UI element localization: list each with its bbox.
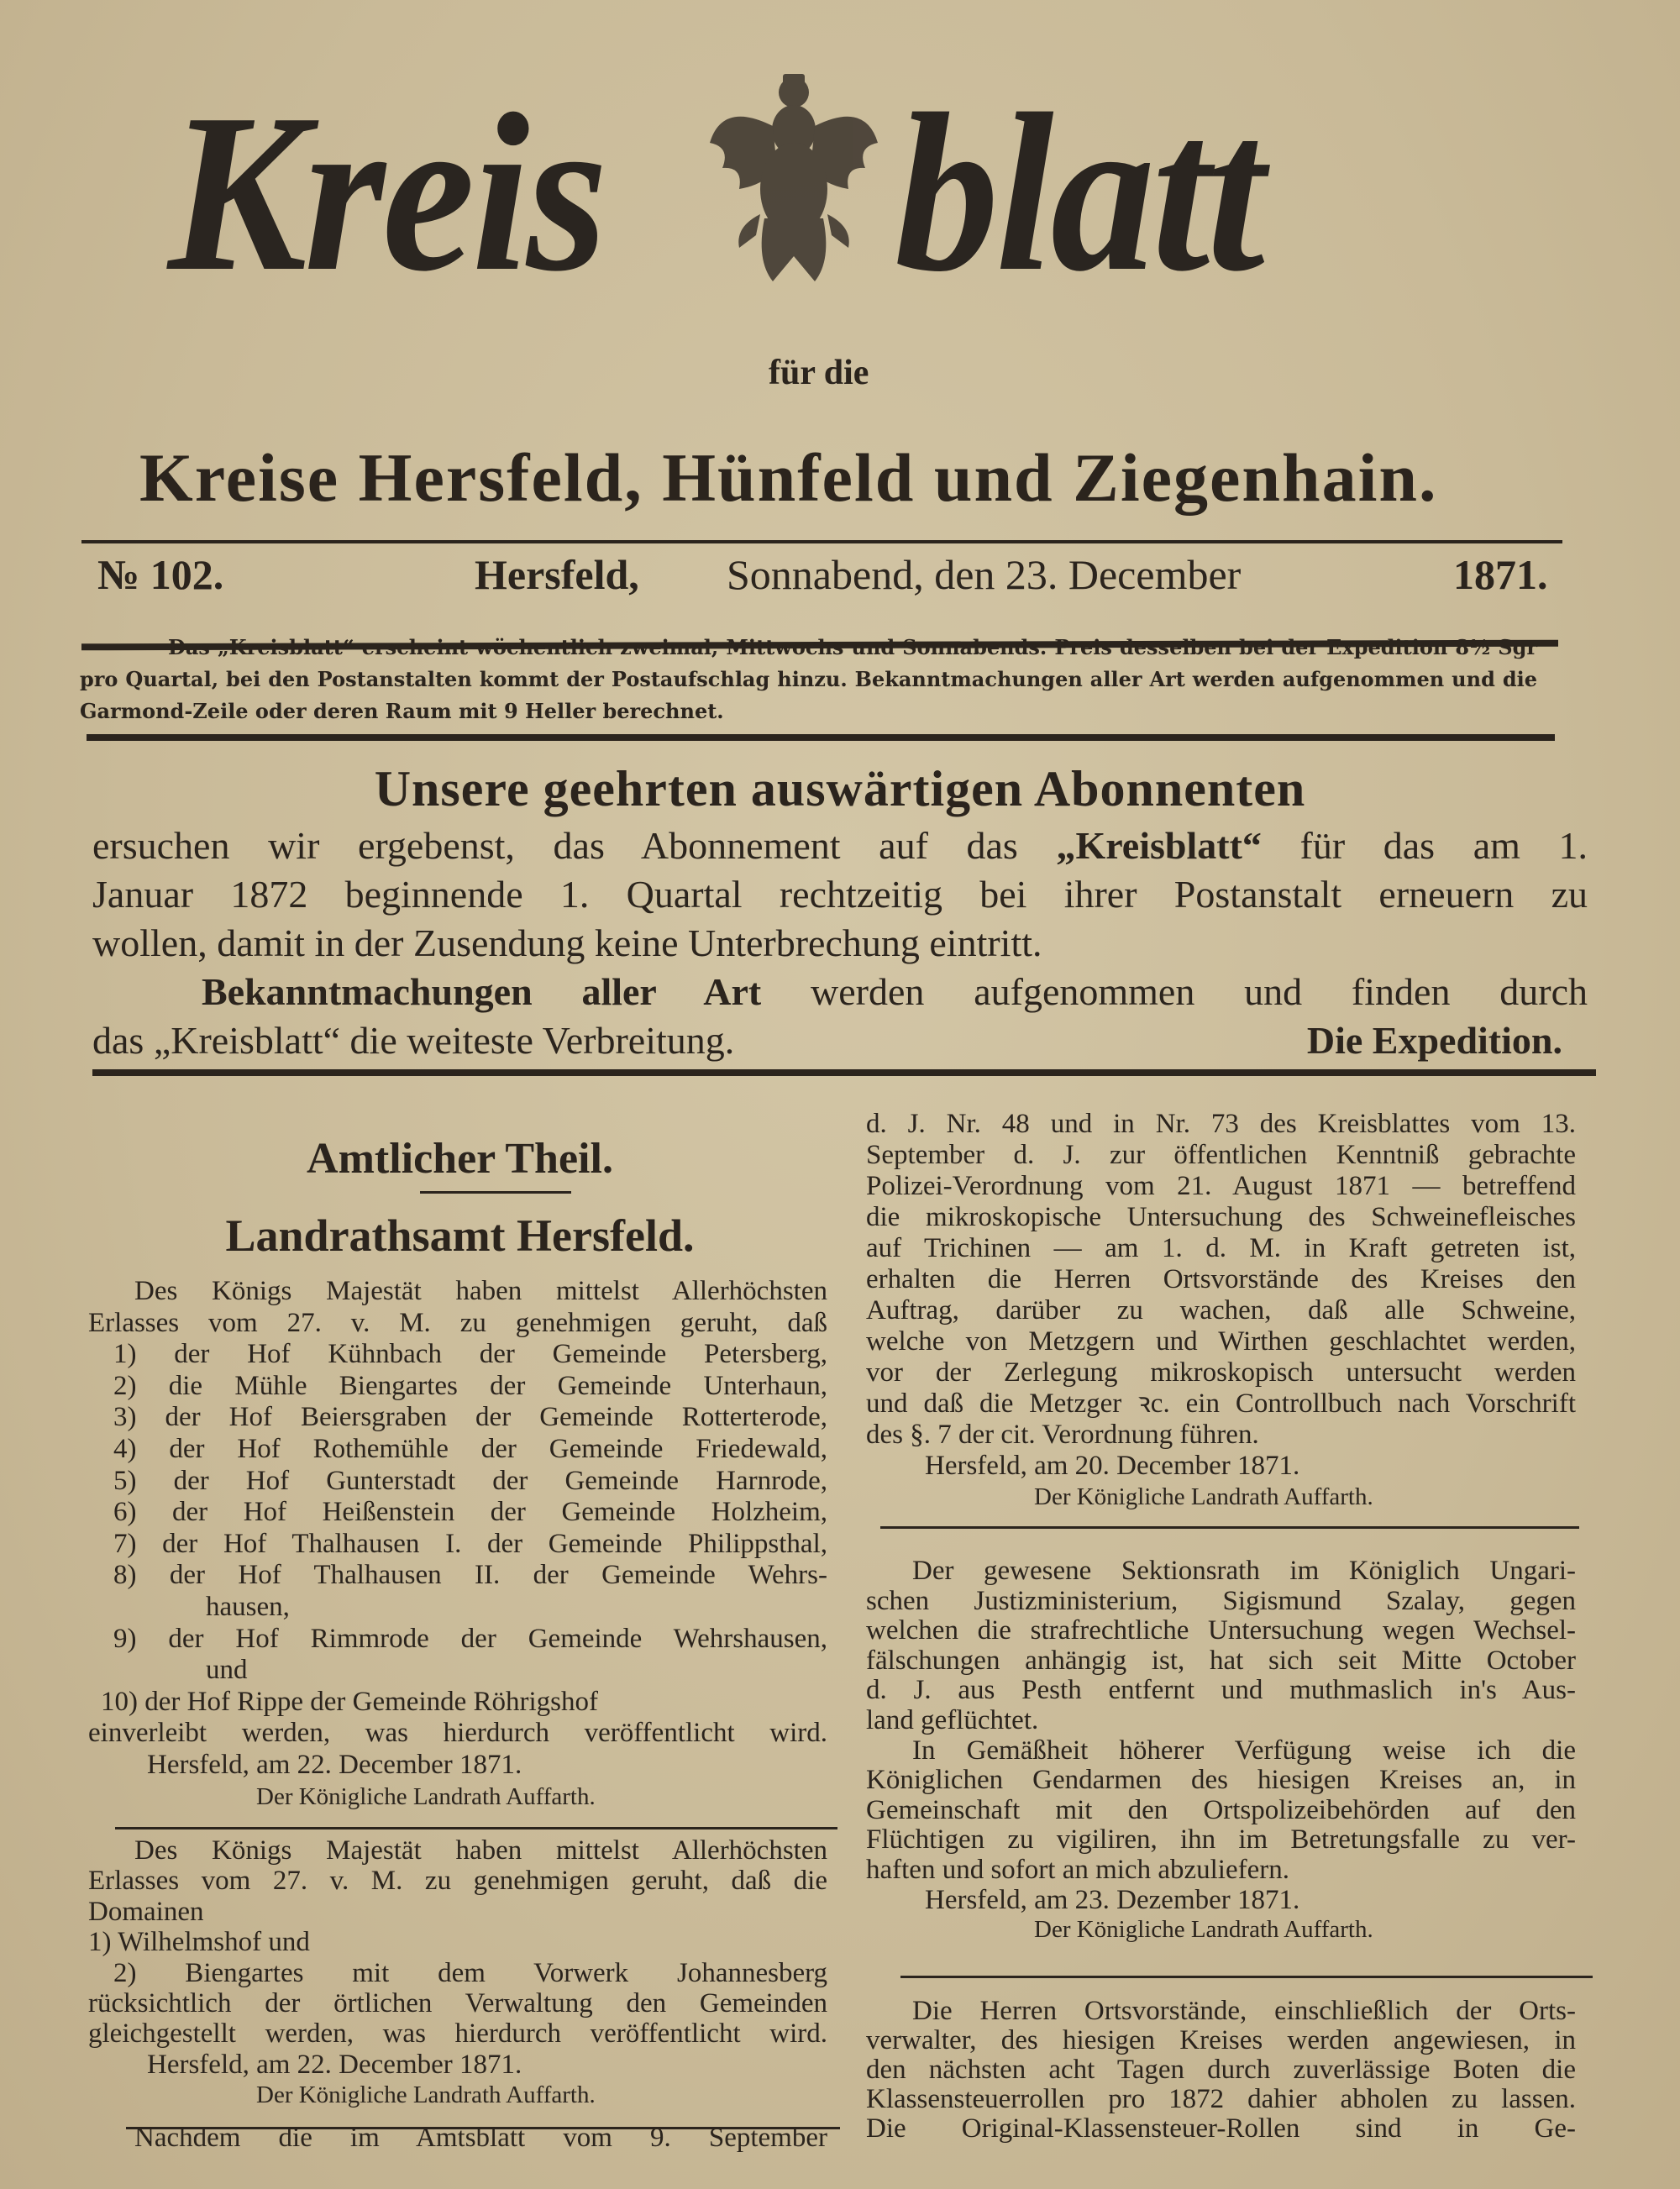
divider	[880, 1526, 1579, 1529]
signature-line: Der Königliche Landrath Auffarth.	[256, 2081, 596, 2109]
text-line: 2) die Mühle Biengartes der Gemeinde Unterhaun,	[113, 1370, 827, 1401]
dateline-year: 1871.	[1453, 551, 1548, 598]
dateline-date: Sonnabend, den 23. December	[727, 551, 1242, 598]
office-title: Landrathsamt Hersfeld.	[225, 1210, 695, 1261]
text-line: Gemeinschaft mit den Ortspolizeibehörden auf den	[866, 1794, 1576, 1825]
issue-number: № 102.	[97, 551, 224, 598]
text-line: Königlichen Gendarmen des hiesigen Kreises an, in	[866, 1765, 1576, 1796]
text-line: gleichgestellt werden, was hierdurch veröffentlicht wird.	[88, 2018, 827, 2050]
masthead-title-right: blatt	[895, 67, 1263, 318]
text-line: haften und sofort an mich abzuliefern.	[866, 1854, 1289, 1885]
text-line: Die Herren Ortsvorstände, einschließlich der Orts-	[912, 1996, 1576, 2026]
text-line: hausen,	[206, 1591, 290, 1622]
announcement-body	[92, 822, 1588, 1065]
text-line: Hersfeld, am 23. Dezember 1871.	[925, 1884, 1300, 1915]
text-line: Domainen	[88, 1896, 204, 1927]
text-line: Nachdem die im Amtsblatt vom 9. September	[134, 2123, 827, 2153]
text-line: und	[206, 1655, 248, 1686]
text-line: fälschungen anhängig ist, hat sich seit Mitte October	[866, 1645, 1576, 1676]
text-line: Hersfeld, am 22. December 1871.	[147, 2049, 522, 2080]
text-line: die mikroskopische Untersuchung des Schweinefleisches	[866, 1202, 1576, 1232]
text-line: erhalten die Herren Ortsvorstände des Kreises den	[866, 1264, 1576, 1294]
notice-trichinen-cont	[866, 1109, 1576, 1513]
text-line: Klassensteuerrollen pro 1872 dahier abholen zu lassen.	[866, 2084, 1576, 2114]
divider	[900, 1976, 1593, 1978]
announcement-line: wollen, damit in der Zusendung keine Unterbrechung eintritt.	[92, 921, 1042, 964]
divider	[92, 1069, 1596, 1076]
text-bold: „Kreisblatt“	[1056, 824, 1262, 867]
text-line: 10) der Hof Rippe der Gemeinde Röhrigshof	[101, 1686, 599, 1717]
text-line: des §. 7 der cit. Verordnung führen.	[866, 1420, 1259, 1450]
text-line: Des Königs Majestät haben mittelst Allerhöchsten	[134, 1276, 827, 1306]
text-line: 1) der Hof Kühnbach der Gemeinde Petersberg,	[113, 1339, 827, 1370]
divider	[420, 1191, 571, 1194]
decree-domains	[88, 1835, 827, 2111]
text-line: auf Trichinen — am 1. d. M. in Kraft getreten ist,	[866, 1233, 1576, 1263]
notice-line: Garmond-Zeile oder deren Raum mit 9 Heller berechnet.	[80, 699, 724, 723]
text-line: Hersfeld, am 20. December 1871.	[925, 1451, 1300, 1481]
text-line: welchen die strafrechtliche Untersuchung wegen Wechsel-	[866, 1615, 1576, 1646]
divider	[87, 734, 1555, 741]
text-line: land geflüchtet.	[866, 1704, 1039, 1735]
notice-line: Das „Kreisblatt“ erscheint wöchentlich zweimal, Mittwochs und Sonnabends. Preis desselben bei der Expedition 8½ Sgr	[168, 635, 1537, 659]
text-line: Die Original-Klassensteuer-Rollen sind in Ge-	[866, 2113, 1576, 2144]
divider	[81, 540, 1562, 543]
text-line: Des Königs Majestät haben mittelst Allerhöchsten	[134, 1835, 827, 1866]
announcement-line: Januar 1872 beginnende 1. Quartal rechtzeitig bei ihrer Postanstalt erneuern zu	[92, 873, 1588, 916]
text-line: d. J. aus Pesth entfernt und muthmaslich in's Aus-	[866, 1675, 1576, 1706]
section-title: Amtlicher Theil.	[307, 1135, 613, 1183]
masthead-districts: Kreise Hersfeld, Hünfeld und Ziegenhain.	[139, 439, 1438, 516]
text-line: Polizei-Verordnung vom 21. August 1871 — betreffend	[866, 1171, 1576, 1201]
text-line: 3) der Hof Beiersgraben der Gemeinde Rotterterode,	[113, 1402, 827, 1433]
text: ersuchen wir ergebenst, das Abonnement auf das	[92, 824, 1057, 867]
text: das „Kreisblatt“ die weiteste Verbreitung.	[92, 1019, 735, 1062]
announcement-line	[92, 822, 1588, 870]
eagle-icon	[706, 67, 882, 290]
text-line: verwalter, des hiesigen Kreises werden angewiesen, in	[866, 2025, 1576, 2055]
dateline-place: Hersfeld,	[475, 551, 639, 598]
text-line: d. J. Nr. 48 und in Nr. 73 des Kreisblattes vom 13.	[866, 1109, 1576, 1139]
text-line: September d. J. zur öffentlichen Kenntniß gebrachte	[866, 1140, 1576, 1170]
divider	[115, 1827, 837, 1829]
text-line: rücksichtlich der örtlichen Verwaltung den Gemeinden	[88, 1987, 827, 2018]
signature-line: Der Königliche Landrath Auffarth.	[1034, 1483, 1373, 1510]
notice-tax-rolls	[866, 1997, 1576, 2144]
text-line: Erlasses vom 27. v. M. zu genehmigen geruht, daß	[88, 1307, 827, 1338]
announcement-signature: Die Expedition.	[1306, 1019, 1562, 1062]
text-line: schen Justizministerium, Sigismund Szalay, gegen	[866, 1585, 1576, 1616]
notice-wanted-person	[866, 1556, 1576, 1945]
text-line: In Gemäßheit höherer Verfügung weise ich die	[912, 1735, 1576, 1766]
text-line: Der gewesene Sektionsrath im Königlich Ungari-	[912, 1556, 1576, 1586]
text-line: 1) Wilhelmshof und	[88, 1927, 310, 1958]
text-line: 6) der Hof Heißenstein der Gemeinde Holzheim,	[113, 1497, 827, 1528]
text-line: 2) Biengartes mit dem Vorwerk Johannesberg	[113, 1957, 827, 1988]
text: werden aufgenommen und finden durch	[761, 970, 1588, 1013]
masthead-title-left: Kreis	[168, 67, 605, 318]
text-line: vor der Zerlegung mikroskopisch untersucht werden	[866, 1357, 1576, 1388]
signature-line: Der Königliche Landrath Auffarth.	[1034, 1916, 1373, 1944]
text-bold: Bekanntmachungen aller Art	[202, 970, 762, 1013]
text-line: Flüchtigen zu vigiliren, ihn im Betretungsfalle zu ver-	[866, 1824, 1576, 1856]
text-line: einverleibt werden, was hierdurch veröffentlicht wird.	[88, 1718, 827, 1749]
notice-line: pro Quartal, bei den Postanstalten kommt der Postaufschlag hinzu. Bekanntmachungen aller Art werden aufgenommen und die	[80, 667, 1537, 691]
announcement-heading: Unsere geehrten auswärtigen Abonnenten	[374, 761, 1306, 816]
text-line: und daß die Metzger ꝛc. ein Controllbuch nach Vorschrift	[866, 1388, 1576, 1419]
subscription-notice	[80, 632, 1537, 727]
text-line: welche von Metzgern und Wirthen geschlachtet werden,	[866, 1326, 1576, 1357]
notice-trichinen-start	[88, 2123, 827, 2153]
text: für das am 1.	[1261, 824, 1588, 867]
text-line: 5) der Hof Gunterstadt der Gemeinde Harnrode,	[113, 1465, 827, 1496]
text-line: den nächsten acht Tagen durch zuverlässige Boten die	[866, 2055, 1576, 2085]
text-line: Hersfeld, am 22. December 1871.	[147, 1749, 522, 1780]
text-line: 8) der Hof Thalhausen II. der Gemeinde Wehrs-	[113, 1560, 827, 1591]
text-line: 4) der Hof Rothemühle der Gemeinde Friedewald,	[113, 1433, 827, 1464]
text-line: Auftrag, darüber zu wachen, daß alle Schweine,	[866, 1295, 1576, 1325]
announcement-line	[92, 1016, 1588, 1065]
signature-line: Der Königliche Landrath Auffarth.	[256, 1782, 596, 1810]
text-line: 7) der Hof Thalhausen I. der Gemeinde Philippsthal,	[113, 1528, 827, 1559]
text-line: 9) der Hof Rimmrode der Gemeinde Wehrshausen,	[113, 1623, 827, 1654]
decree-villages	[88, 1276, 827, 1813]
text-line: Erlasses vom 27. v. M. zu genehmigen geruht, daß die	[88, 1866, 827, 1897]
masthead-for-the: für die	[769, 354, 869, 392]
announcement-line	[92, 968, 1588, 1016]
